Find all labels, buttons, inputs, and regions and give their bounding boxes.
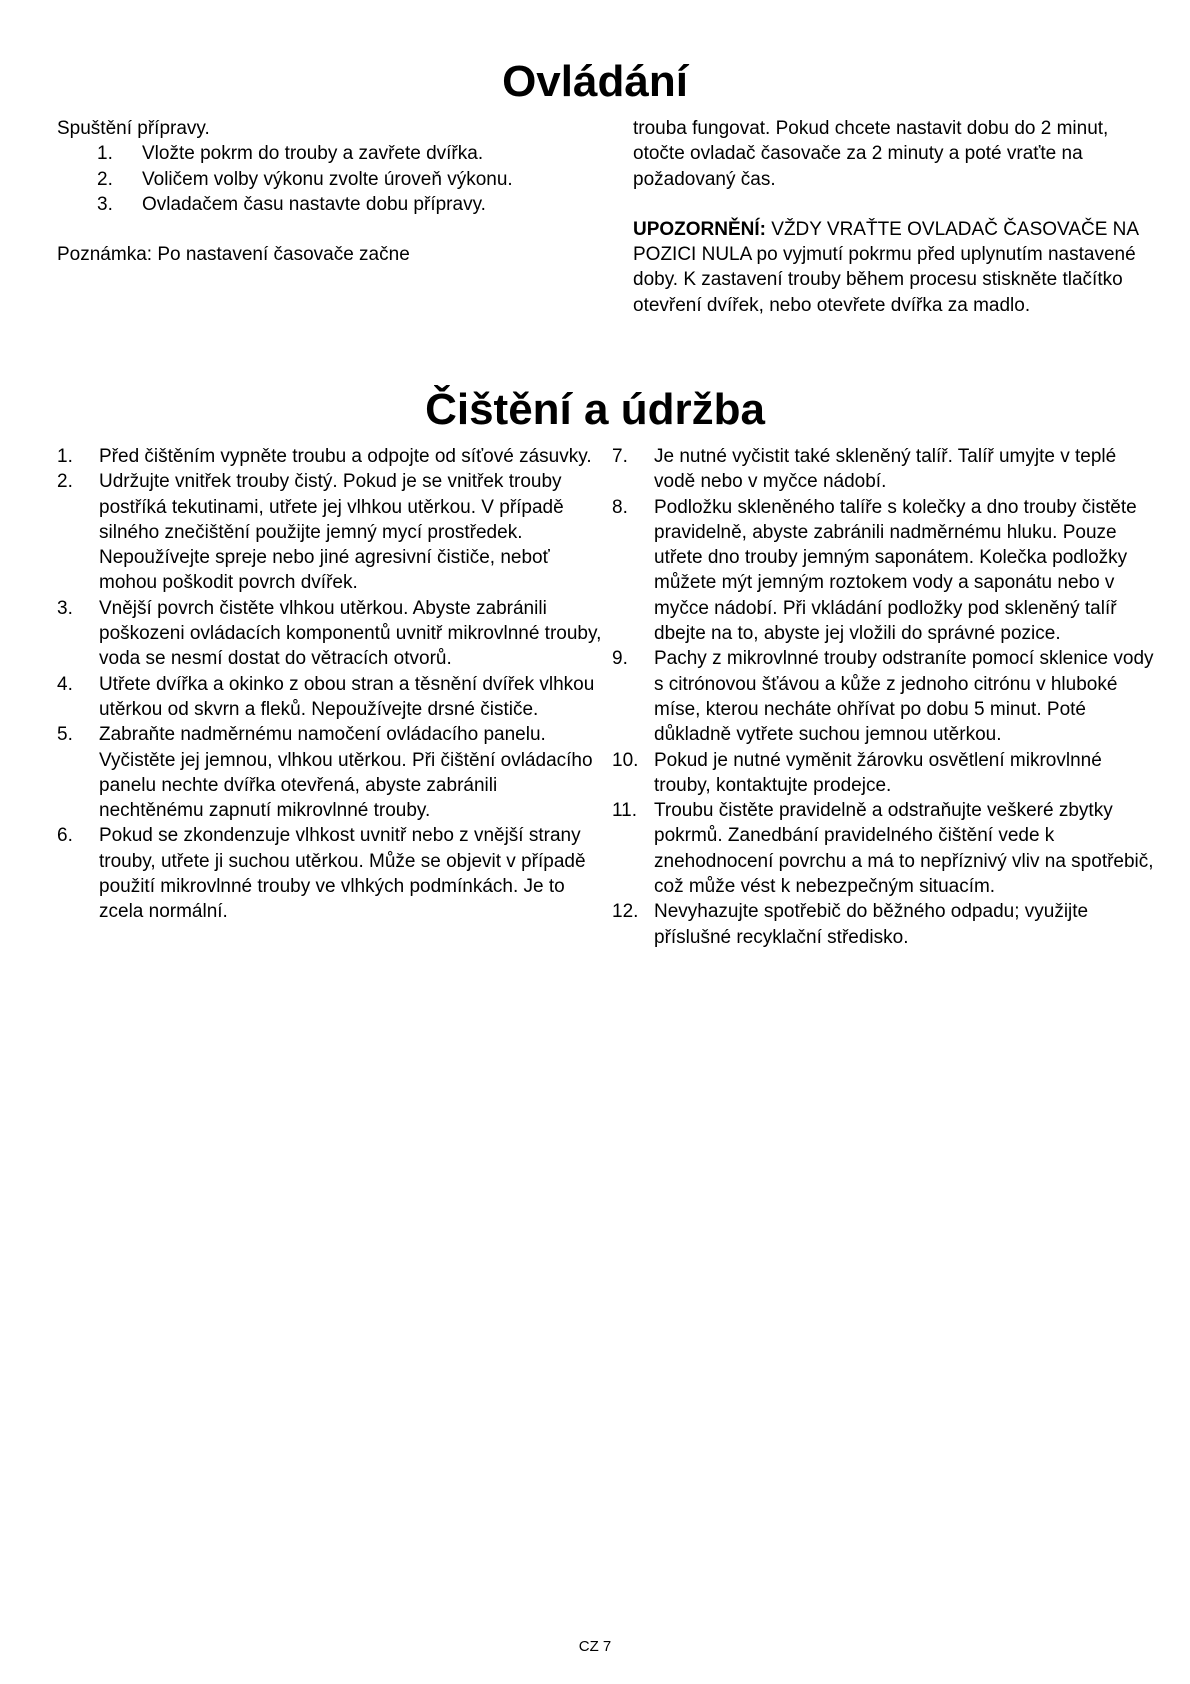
- list-item: 10. Pokud je nutné vyměnit žárovku osvětlení mikrovlnné trouby, kontaktujte prodejce.: [612, 749, 1102, 796]
- list-item: 11. Troubu čistěte pravidelně a odstraňujte veškeré zbytky pokrmů. Zanedbání pravidelného čištění vede k znehodnocení povrchu a má to nepříznivý vliv na spotřebič, což může vést k nebezpečným situacím.: [612, 800, 1154, 898]
- section-title-ovladani: Ovládání: [502, 57, 688, 106]
- warning-label: UPOZORNĚNÍ:: [633, 218, 766, 240]
- list-item: 5. Zabraňte nadměrnému namočení ovládacího panelu. Vyčistěte jej jemnou, vlhkou utěrkou. Při čištění ovládacího panelu nechte dvířka otevřená, abyste zabránili nechtěnému zapnutí mikrovlnné trouby.: [57, 724, 593, 822]
- list-item: 8. Podložku skleněného talíře s kolečky a dno trouby čistěte pravidelně, abyste zabránili nadměrnému hluku. Pouze utřete dno trouby jemným saponátem. Kolečka podložky můžete mýt jemným roztokem vody a saponátu nebo v myčce nádobí. Při vkládání podložky pod skleněný talíř dbejte na to, abyste jej vložili do správné pozice.: [612, 496, 1137, 645]
- ovladani-left-column: [57, 116, 577, 267]
- list-item: 9. Pachy z mikrovlnné trouby odstraníte pomocí sklenice vody s citrónovou šťávou a kůže z jednoho citrónu v hluboké míse, kterou necháte ohřívat po dobu 5 minut. Poté důkladně vytřete suchou jemnou utěrkou.: [612, 648, 1154, 746]
- note-continued-text: trouba fungovat. Pokud chcete nastavit dobu do 2 minut, otočte ovladač časovače za 2 minuty a poté vraťte na požadovaný čas.: [633, 118, 1109, 190]
- list-item: 6. Pokud se zkondenzuje vlhkost uvnitř nebo z vnější strany trouby, utřete ji suchou utěrkou. Může se objevit v případě použití mikrovlnné trouby ve vlhkých podmínkách. Je to zcela normální.: [57, 825, 586, 923]
- steps-list: [57, 141, 577, 217]
- cisteni-left-column: [57, 444, 602, 925]
- list-item: 2. Voličem volby výkonu zvolte úroveň výkonu.: [97, 168, 513, 190]
- list-item: 3. Vnější povrch čistěte vlhkou utěrkou. Abyste zabránili poškozeni ovládacích komponentů uvnitř mikrovlnné trouby, voda se nesmí dostat do větracích otvorů.: [57, 597, 602, 670]
- section-title-cisteni: Čištění a údržba: [425, 385, 765, 434]
- intro-text: Spuštění přípravy.: [57, 118, 210, 139]
- note-text: Poznámka: Po nastavení časovače začne: [57, 244, 410, 266]
- list-item: 3. Ovladačem času nastavte dobu přípravy.: [97, 193, 486, 215]
- list-item: 12. Nevyhazujte spotřebič do běžného odpadu; využijte příslušné recyklační středisko.: [612, 901, 1089, 948]
- cleaning-list-left: [57, 444, 602, 925]
- list-item: 1. Vložte pokrm do trouby a zavřete dvířka.: [97, 143, 484, 165]
- list-item: 7. Je nutné vyčistit také skleněný talíř. Talíř umyjte v teplé vodě nebo v myčce nádobí.: [612, 446, 1117, 493]
- warning-text: VŽDY VRAŤTE OVLADAČ ČASOVAČE NA POZICI NULA po vyjmutí pokrmu před uplynutím nastavené doby. K zastavení trouby během procesu stiskněte tlačítko otevření dvířek, nebo otevřete dvířka za madlo.: [633, 218, 1139, 316]
- ovladani-right-column: [633, 116, 1158, 318]
- list-item: 2. Udržujte vnitřek trouby čistý. Pokud je se vnitřek trouby postříká tekutinami, utřete jej vlhkou utěrkou. V případě silného znečištění použijte jemný mycí prostředek. Nepoužívejte spreje nebo jiné agresivní čističe, neboť mohou poškodit povrch dvířek.: [57, 471, 564, 594]
- list-item: 4. Utřete dvířka a okinko z obou stran a těsnění dvířek vlhkou utěrkou od skvrn a fleků. Nepoužívejte drsné čističe.: [57, 673, 595, 720]
- cleaning-list-right: [612, 444, 1157, 950]
- page-number: CZ 7: [578, 1638, 612, 1655]
- warning-paragraph: [633, 217, 1158, 318]
- cisteni-right-column: [612, 444, 1157, 950]
- list-item: 1. Před čištěním vypněte troubu a odpojte od síťové zásuvky.: [57, 446, 592, 467]
